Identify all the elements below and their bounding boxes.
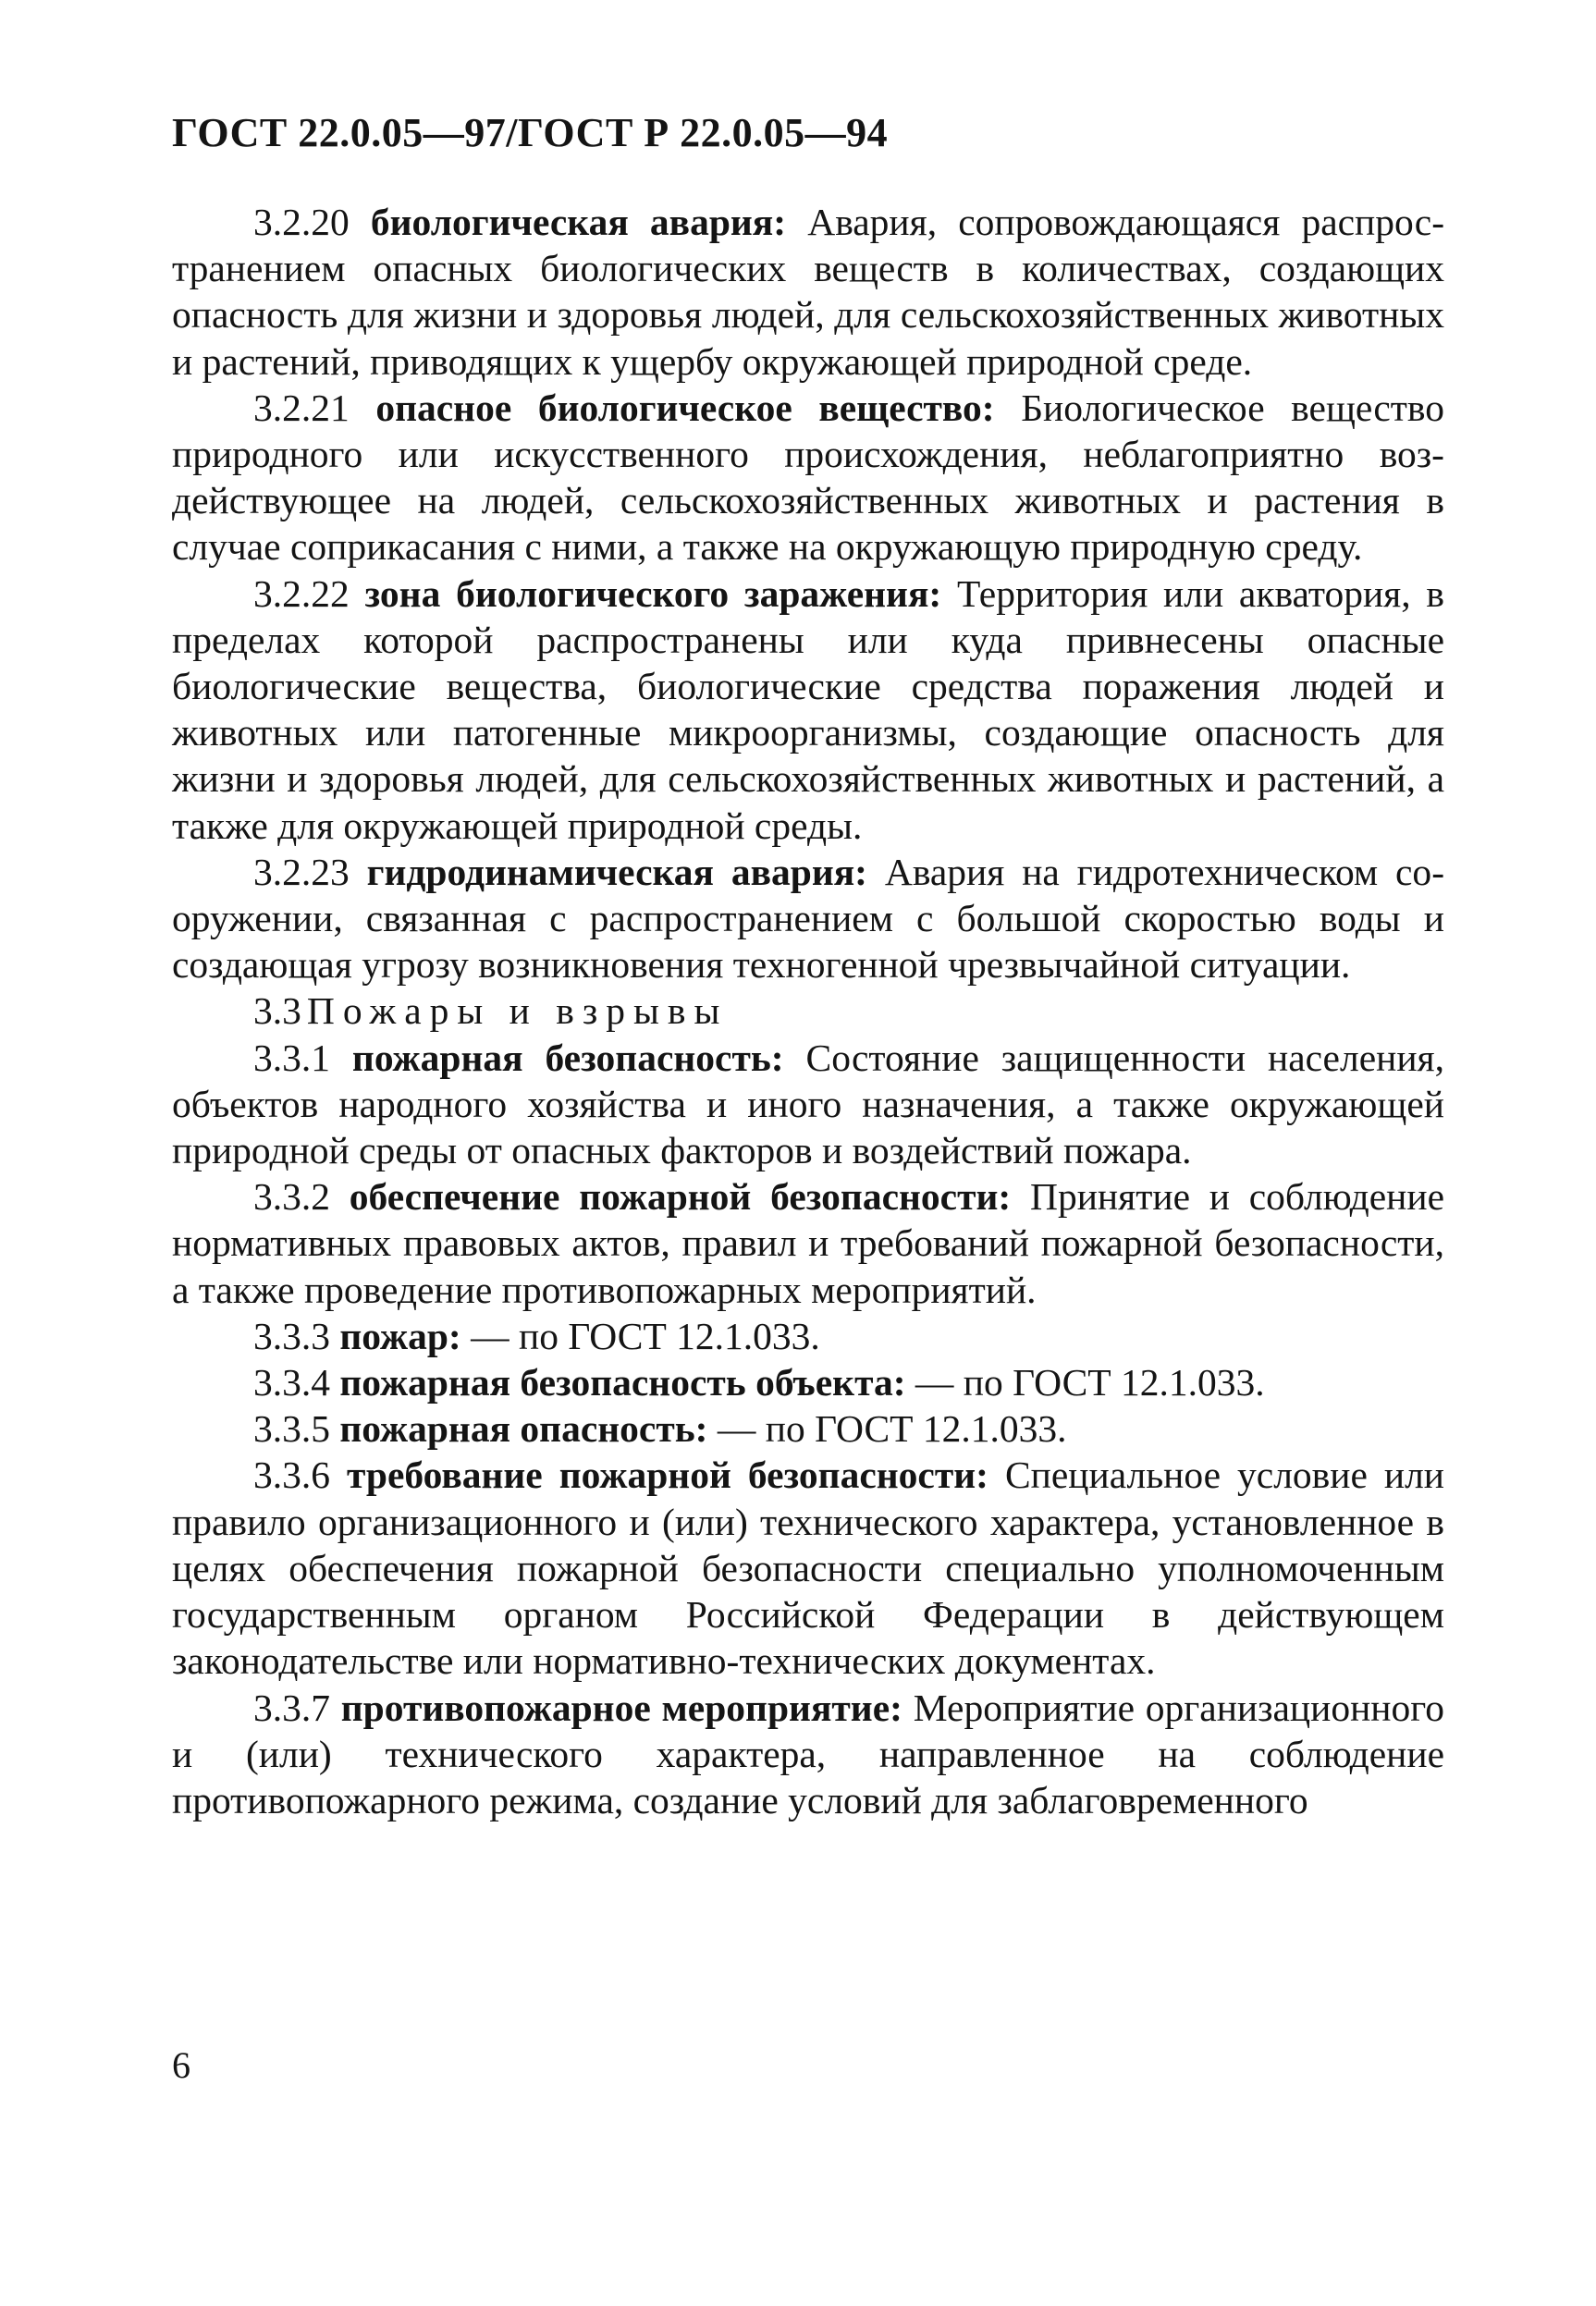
clause-definition: Территория или акватория, в пределах которой распространены или куда привнесены опасные биологические вещества, биологические средства поражения людей и животных или патогенные микроорганизмы, создающие опасность для жизни и здоровья людей, для сельскохозяйственных животных и растений, а также для окружающей природной среды.	[172, 571, 1444, 847]
clause-3-3-7	[172, 1685, 1444, 1824]
clause-term: требование пожарной безопасности:	[347, 1454, 988, 1497]
clause-3-2-22	[172, 570, 1444, 849]
clause-3-3-3	[172, 1313, 1444, 1359]
clause-number: 3.3.3	[253, 1314, 330, 1357]
clause-term: обеспечение пожарной безопасности:	[349, 1175, 1012, 1219]
clause-definition: — по ГОСТ 12.1.033.	[471, 1314, 820, 1357]
document-header-title: ГОСТ 22.0.05—97/ГОСТ Р 22.0.05—94	[172, 110, 889, 155]
clause-definition: Биологическое вещество природного или искусственного происхождения, неблагоприятно воздействующее на людей, сельскохозяйственных животных и растения в случае соприкасания с ними, а также на окружающую природную среду.	[172, 386, 1444, 569]
clause-number: 3.3.2	[253, 1175, 330, 1219]
clause-3-2-20	[172, 199, 1444, 385]
clause-definition: Авария на гидротехническом сооружении, связанная с распространением с большой скоростью воды и создающая угрозу возникновения техногенной чрезвычайной ситуации.	[172, 850, 1445, 987]
section-title: Пожары и взрывы	[306, 989, 729, 1033]
clause-term: пожарная безопасность объекта:	[339, 1361, 906, 1404]
clause-term: биологическая авария:	[370, 201, 787, 243]
clause-3-2-23	[172, 849, 1444, 988]
clause-number: 3.2.21	[253, 386, 350, 429]
section-heading	[172, 987, 1444, 1034]
clause-3-3-6	[172, 1452, 1444, 1684]
clause-3-3-2	[172, 1173, 1444, 1313]
clause-number: 3.2.20	[253, 201, 350, 243]
clause-number: 3.3.4	[253, 1361, 330, 1404]
clause-3-3-4	[172, 1359, 1444, 1405]
clause-definition: Авария, сопровождающаяся распространением опасных биологических веществ в количествах, создающих опасность для жизни и здоровья людей, для сельскохозяйственных животных и растений, приводящих к ущербу окружающей природной среде.	[172, 201, 1445, 383]
section-number: 3.3	[253, 989, 301, 1033]
clause-number: 3.3.5	[253, 1407, 330, 1451]
clause-definition: Состояние защищенности населения, объектов народного хозяйства и иного назначения, а также окружающей природной среды от опасных факторов и воздействий пожара.	[172, 1036, 1444, 1172]
clause-number: 3.3.7	[253, 1686, 330, 1729]
clause-number: 3.3.1	[253, 1036, 330, 1079]
clause-number: 3.2.23	[253, 850, 350, 893]
clause-definition: Специальное условие или правило организационного и (или) технического характера, установленное в целях обеспечения пожарной безопасности специально уполномоченным государственным органом Российской Федерации в действующем законодательстве или нормативно-технических документах.	[172, 1454, 1445, 1683]
document-body	[172, 199, 1444, 1823]
clause-3-3-5	[172, 1405, 1444, 1452]
clause-number: 3.3.6	[253, 1454, 330, 1497]
clause-3-2-21	[172, 385, 1444, 570]
clause-definition: Принятие и соблюдение нормативных правовых актов, правил и требований пожарной безопасности, а также проведение противопожарных мероприятий.	[172, 1175, 1444, 1311]
clause-term: зона биологического заражения:	[364, 571, 942, 615]
clause-definition: — по ГОСТ 12.1.033.	[915, 1361, 1265, 1404]
clause-term: противопожарное мероприятие:	[340, 1686, 902, 1729]
page-number: 6	[172, 2044, 190, 2086]
clause-term: гидродинамическая авария:	[366, 850, 867, 893]
clause-3-3-1	[172, 1035, 1444, 1174]
clause-definition: — по ГОСТ 12.1.033.	[717, 1407, 1067, 1451]
clause-term: опасное биологическое вещество:	[375, 386, 995, 429]
clause-number: 3.2.22	[253, 571, 350, 615]
clause-term: пожарная безопасность:	[351, 1036, 784, 1079]
clause-definition: Мероприятие организационного и (или) технического характера, направленное на соблюдение противопожарного режима, создание условий для заблаговременного	[172, 1686, 1445, 1821]
clause-term: пожарная опасность:	[339, 1407, 708, 1451]
clause-term: пожар:	[339, 1314, 461, 1357]
